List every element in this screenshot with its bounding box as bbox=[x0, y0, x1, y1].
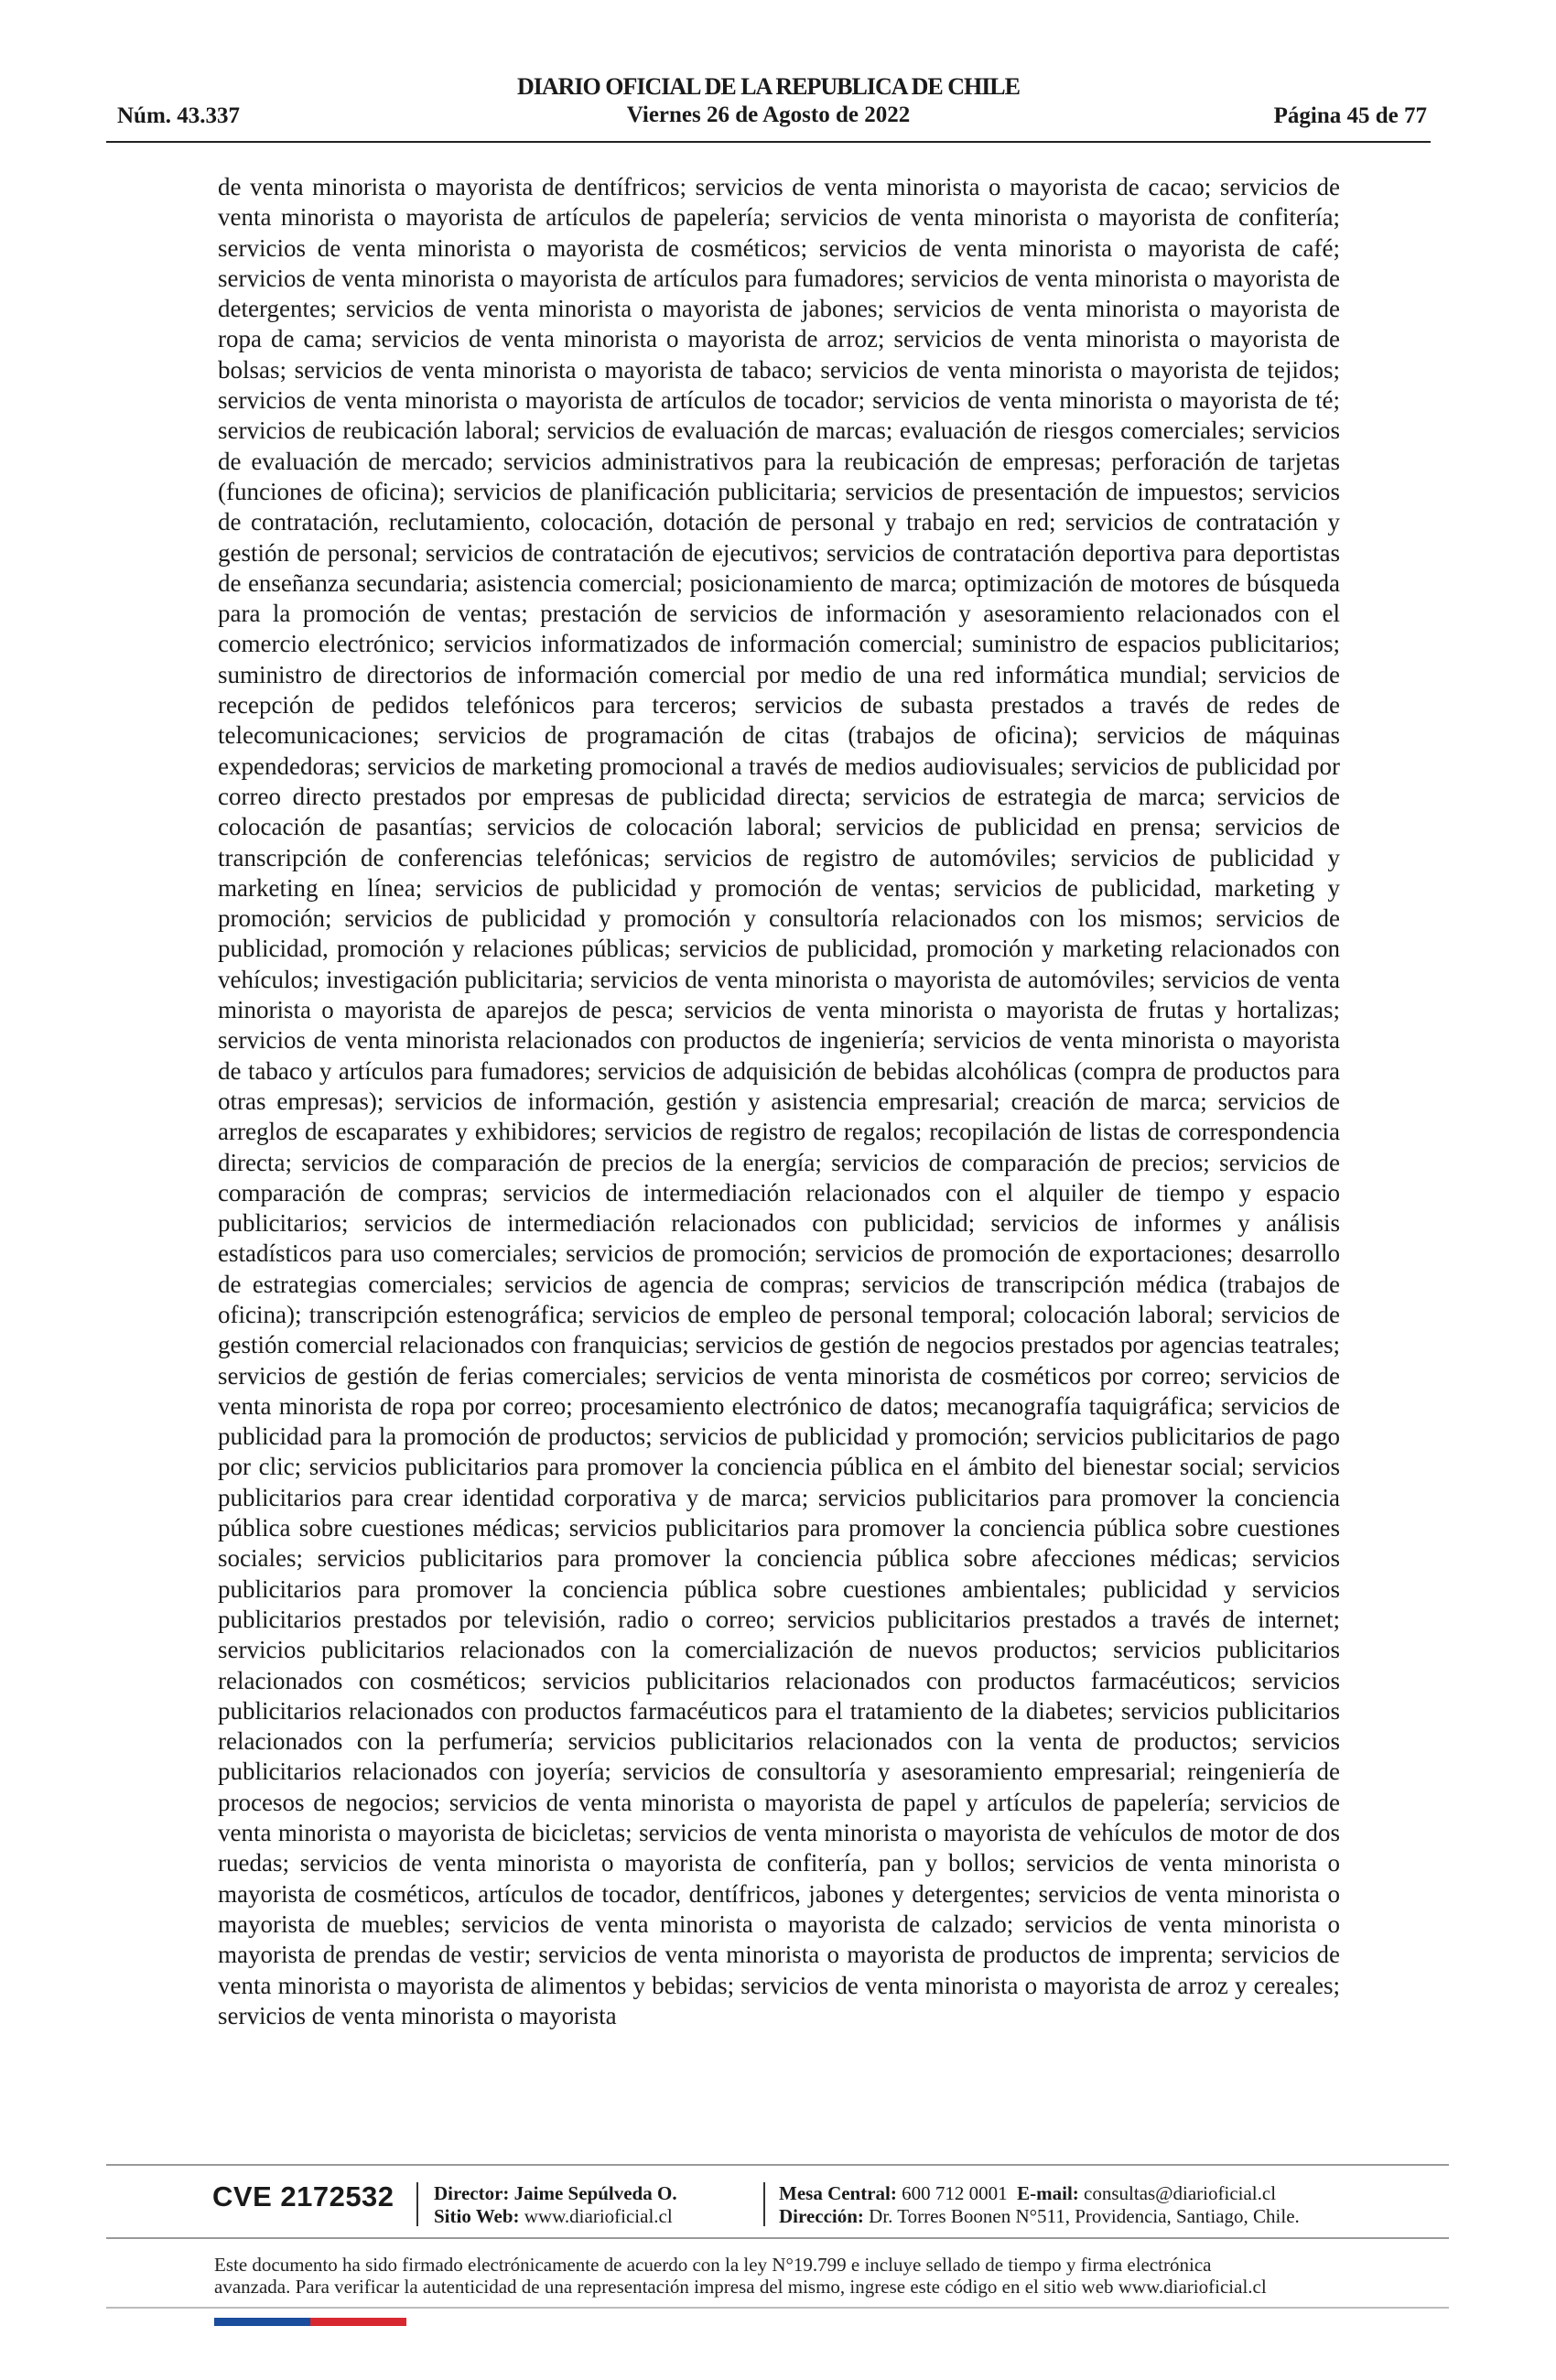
website-link[interactable]: www.diarioficial.cl bbox=[524, 2205, 673, 2227]
website-label: Sitio Web: bbox=[434, 2205, 520, 2227]
phone-label: Mesa Central: bbox=[779, 2182, 897, 2204]
phone-value: 600 712 0001 bbox=[902, 2182, 1008, 2204]
flag-color-bar bbox=[214, 2318, 406, 2326]
issue-number: Núm. 43.337 bbox=[117, 103, 241, 128]
publication-date: Viernes 26 de Agosto de 2022 bbox=[626, 103, 911, 127]
footer-top-divider bbox=[106, 2164, 1449, 2166]
email-label: E-mail: bbox=[1017, 2182, 1079, 2204]
footer-mid-divider bbox=[106, 2237, 1449, 2239]
footer-contact-block bbox=[779, 2182, 1300, 2228]
address-value: Dr. Torres Boonen N°511, Providencia, Santiago, Chile. bbox=[869, 2205, 1300, 2227]
publication-masthead bbox=[106, 73, 1431, 128]
email-link[interactable]: consultas@diarioficial.cl bbox=[1084, 2182, 1277, 2204]
footer-bottom-divider bbox=[106, 2307, 1449, 2309]
director-name: Jaime Sepúlveda O. bbox=[513, 2182, 677, 2204]
director-label: Director: bbox=[434, 2182, 510, 2204]
footer-director-block bbox=[434, 2182, 677, 2228]
flag-red-stripe bbox=[310, 2318, 406, 2326]
flag-blue-stripe bbox=[214, 2318, 310, 2326]
legal-line: Este documento ha sido firmado electrónicamente de acuerdo con la ley N°19.799 e incluye sellado de tiempo y firma electrónica bbox=[214, 2254, 1212, 2276]
legal-notice bbox=[214, 2254, 1358, 2298]
page-header bbox=[106, 73, 1431, 143]
footer-divider bbox=[763, 2182, 765, 2226]
body-text: de venta minorista o mayorista de dentífricos; servicios de venta minorista o mayorista de cacao; servicios de venta minorista o mayorista de artículos de papelería; servicios de venta minorista o mayorista de confitería; servicios de venta minorista o mayorista de cosméticos; servicios de venta minorista o mayorista de café; servicios de venta minorista o mayorista de artículos para fumadores; servicios de venta minorista o mayorista de detergentes; servicios de venta minorista o mayorista de jabones; servicios de venta minorista o mayorista de ropa de cama; servicios de venta minorista o mayorista de arroz; servicios de venta minorista o mayorista de bolsas; servicios de venta minorista o mayorista de tabaco; servicios de venta minorista o mayorista de tejidos; servicios de venta minorista o mayorista de artículos de tocador; servicios de venta minorista o mayorista de té; servicios de reubicación laboral; servicios de evaluación de marcas; evaluación de riesgos comerciales; servicios de evaluación de mercado; servicios administrativos para la reubicación de empresas; perforación de tarjetas (funciones de oficina); servicios de planificación publicitaria; servicios de presentación de impuestos; servicios de contratación, reclutamiento, colocación, dotación de personal y trabajo en red; servicios de contratación y gestión de personal; servicios de contratación de ejecutivos; servicios de contratación deportiva para deportistas de enseñanza secundaria; asistencia comercial; posicionamiento de marca; optimización de motores de búsqueda para la promoción de ventas; prestación de servicios de información y asesoramiento relacionados con el comercio electrónico; servicios informatizados de información comercial; suministro de espacios publicitarios; suministro de directorios de información comercial por medio de una red informática mundial; servicios de recepción de pedidos telefónicos para terceros; servicios de subasta prestados a través de redes de telecomunicaciones; servicios de programación de citas (trabajos de oficina); servicios de máquinas expendedoras; servicios de marketing promocional a través de medios audiovisuales; servicios de publicidad por correo directo prestados por empresas de publicidad directa; servicios de estrategia de marca; servicios de colocación de pasantías; servicios de colocación laboral; servicios de publicidad en prensa; servicios de transcripción de conferencias telefónicas; servicios de registro de automóviles; servicios de publicidad y marketing en línea; servicios de publicidad y promoción de ventas; servicios de publicidad, marketing y promoción; servicios de publicidad y promoción y consultoría relacionados con los mismos; servicios de publicidad, promoción y relaciones públicas; servicios de publicidad, promoción y marketing relacionados con vehículos; investigación publicitaria; servicios de venta minorista o mayorista de automóviles; servicios de venta minorista o mayorista de aparejos de pesca; servicios de venta minorista o mayorista de frutas y hortalizas; servicios de venta minorista relacionados con productos de ingeniería; servicios de venta minorista o mayorista de tabaco y artículos para fumadores; servicios de adquisición de bebidas alcohólicas (compra de productos para otras empresas); servicios de información, gestión y asistencia empresarial; creación de marca; servicios de arreglos de escaparates y exhibidores; servicios de registro de regalos; recopilación de listas de correspondencia directa; servicios de comparación de precios de la energía; servicios de comparación de precios; servicios de comparación de compras; servicios de intermediación relacionados con el alquiler de tiempo y espacio publicitarios; servicios de intermediación relacionados con publicidad; servicios de informes y análisis estadísticos para uso comerciales; servicios de promoción; servicios de promoción de exportaciones; desarrollo de estrategias comerciales; servicios de agencia de compras; servicios de transcripción médica (trabajos de oficina); transcripción estenográfica; servicios de empleo de personal temporal; colocación laboral; servicios de gestión comercial relacionados con franquicias; servicios de gestión de negocios prestados por agencias teatrales; servicios de gestión de ferias comerciales; servicios de venta minorista de cosméticos por correo; servicios de venta minorista de ropa por correo; procesamiento electrónico de datos; mecanografía taquigráfica; servicios de publicidad para la promoción de productos; servicios de publicidad y promoción; servicios publicitarios de pago por clic; servicios publicitarios para promover la conciencia pública en el ámbito del bienestar social; servicios publicitarios para crear identidad corporativa y de marca; servicios publicitarios para promover la conciencia pública sobre cuestiones médicas; servicios publicitarios para promover la conciencia pública sobre cuestiones sociales; servicios publicitarios para promover la conciencia pública sobre afecciones médicas; servicios publicitarios para promover la conciencia pública sobre cuestiones ambientales; publicidad y servicios publicitarios prestados por televisión, radio o correo; servicios publicitarios prestados a través de internet; servicios publicitarios relacionados con la comercialización de nuevos productos; servicios publicitarios relacionados con cosméticos; servicios publicitarios relacionados con productos farmacéuticos; servicios publicitarios relacionados con productos farmacéuticos para el tratamiento de la diabetes; servicios publicitarios relacionados con la perfumería; servicios publicitarios relacionados con la venta de productos; servicios publicitarios relacionados con joyería; servicios de consultoría y asesoramiento empresarial; reingeniería de procesos de negocios; servicios de venta minorista o mayorista de papel y artículos de papelería; servicios de venta minorista o mayorista de bicicletas; servicios de venta minorista o mayorista de vehículos de motor de dos ruedas; servicios de venta minorista o mayorista de confitería, pan y bollos; servicios de venta minorista o mayorista de cosméticos, artículos de tocador, dentífricos, jabones y detergentes; servicios de venta minorista o mayorista de muebles; servicios de venta minorista o mayorista de calzado; servicios de venta minorista o mayorista de prendas de vestir; servicios de venta minorista o mayorista de productos de imprenta; servicios de venta minorista o mayorista de alimentos y bebidas; servicios de venta minorista o mayorista de arroz y cereales; servicios de venta minorista o mayorista bbox=[218, 173, 1340, 2029]
page-number: Página 45 de 77 bbox=[1273, 103, 1427, 128]
address-label: Dirección: bbox=[779, 2205, 864, 2227]
publication-title: DIARIO OFICIAL DE LA REPUBLICA DE CHILE bbox=[516, 73, 1020, 100]
legal-line: avanzada. Para verificar la autenticidad de una representación impresa del mismo, ingrese este código en el sitio web www.diarioficial.cl bbox=[214, 2276, 1267, 2298]
footer-divider bbox=[416, 2182, 418, 2226]
cve-code: CVE 2172532 bbox=[212, 2180, 394, 2212]
